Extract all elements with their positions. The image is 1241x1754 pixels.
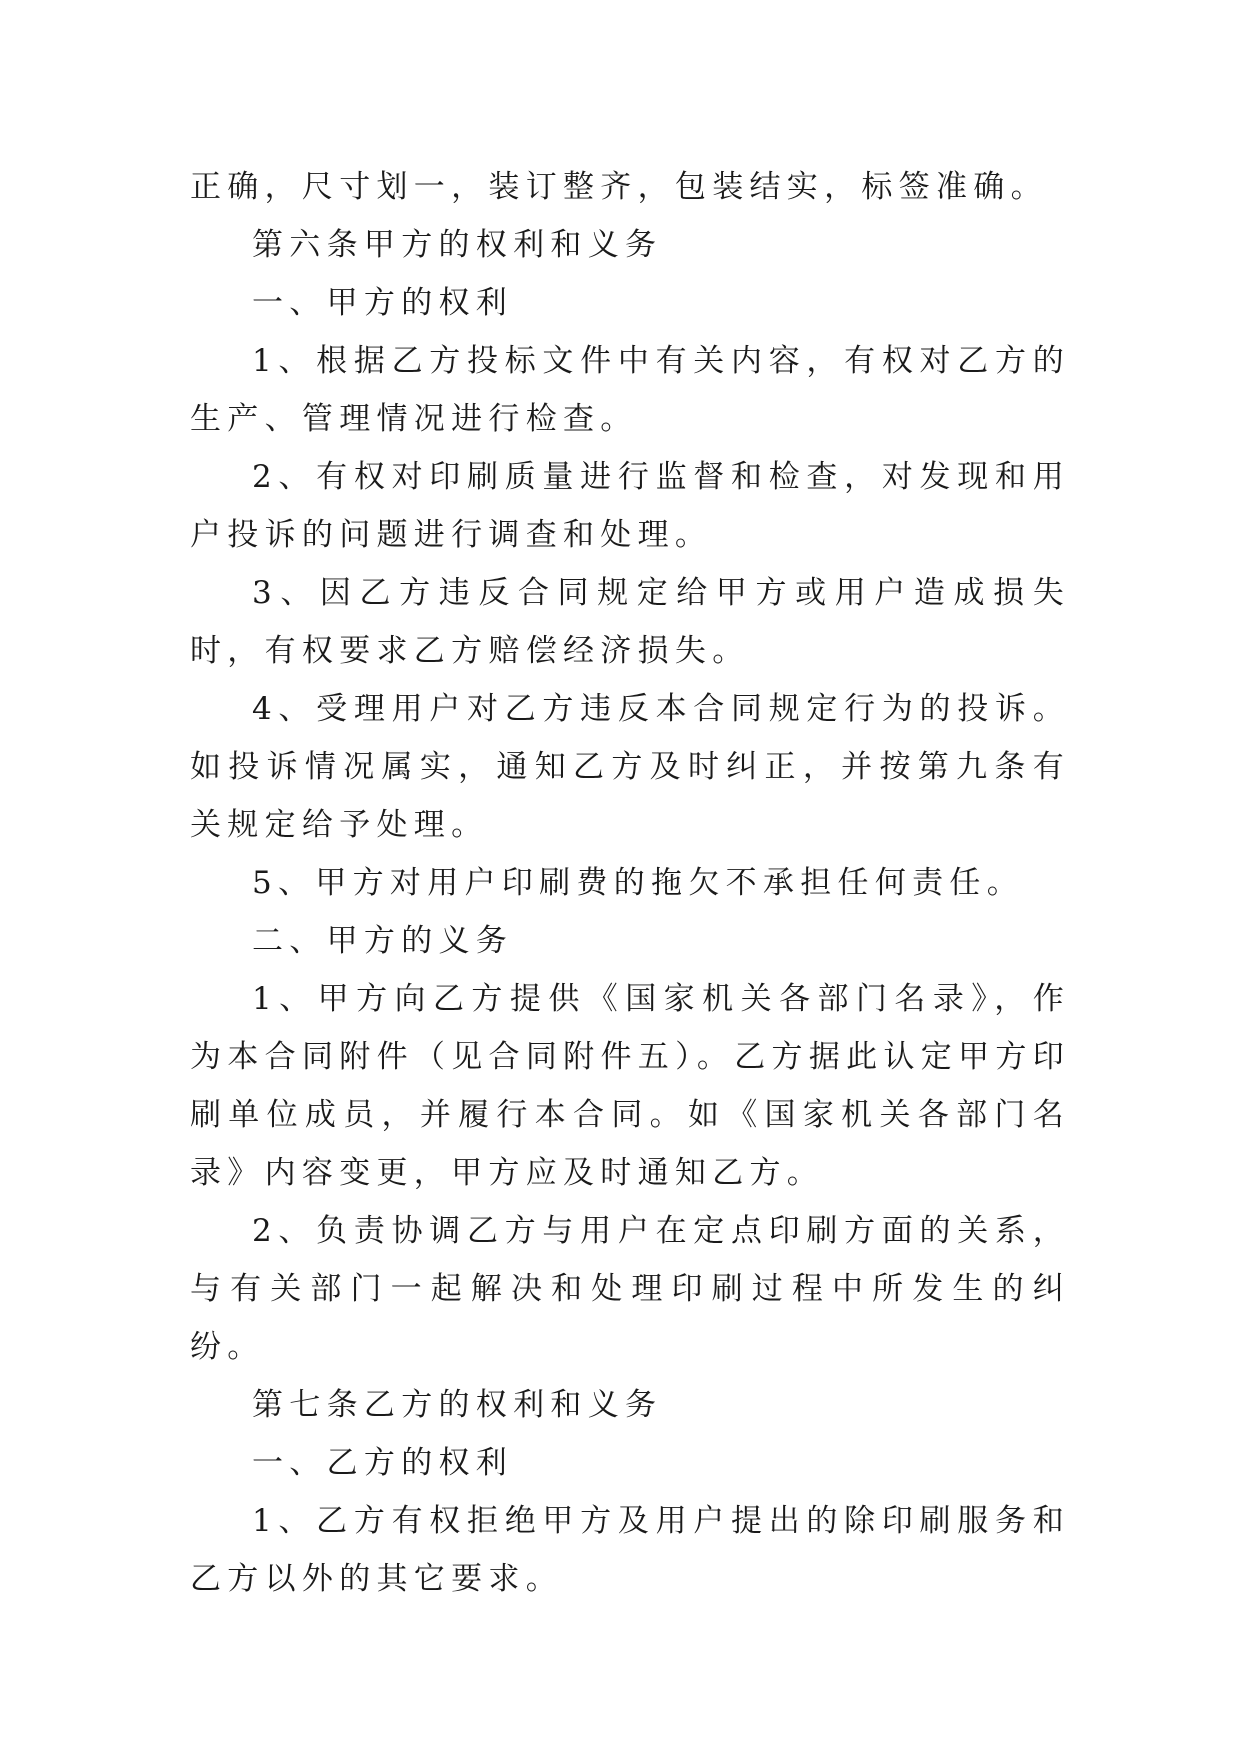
article-7-heading: 第七条乙方的权利和义务 — [252, 1387, 663, 1423]
paragraph-continuation: 正确，尺寸划一，装订整齐，包装结实，标签准确。 — [190, 169, 1048, 205]
paragraph-party-a-obligation-2: 2、负责协调乙方与用户在定点印刷方面的关系，与有关部门一起解决和处理印刷过程中所发生的纠纷。 — [190, 1213, 1070, 1365]
paragraph-party-a-right-3: 3、因乙方违反合同规定给甲方或用户造成损失时，有权要求乙方赔偿经济损失。 — [190, 575, 1070, 669]
paragraph-party-a-right-5: 5、甲方对用户印刷费的拖欠不承担任何责任。 — [252, 865, 1025, 901]
paragraph-party-a-obligation-1: 1、甲方向乙方提供《国家机关各部门名录》，作为本合同附件（见合同附件五）。乙方据此认定甲方印刷单位成员，并履行本合同。如《国家机关各部门名录》内容变更，甲方应及时通知乙方。 — [190, 981, 1070, 1191]
paragraph-party-a-right-2: 2、有权对印刷质量进行监督和检查，对发现和用户投诉的问题进行调查和处理。 — [190, 459, 1070, 553]
paragraph-party-a-right-4: 4、受理用户对乙方违反本合同规定行为的投诉。如投诉情况属实，通知乙方及时纠正，并按第九条有关规定给予处理。 — [190, 691, 1070, 843]
article-6-heading: 第六条甲方的权利和义务 — [252, 227, 663, 263]
paragraph-party-b-right-1: 1、乙方有权拒绝甲方及用户提出的除印刷服务和乙方以外的其它要求。 — [190, 1503, 1070, 1597]
paragraph-party-a-right-1: 1、根据乙方投标文件中有关内容，有权对乙方的生产、管理情况进行检查。 — [190, 343, 1070, 437]
section-party-b-rights-heading: 一、乙方的权利 — [252, 1445, 514, 1481]
section-party-a-obligations-heading: 二、甲方的义务 — [252, 923, 514, 959]
document-body — [190, 158, 1070, 1608]
section-party-a-rights-heading: 一、甲方的权利 — [252, 285, 514, 321]
